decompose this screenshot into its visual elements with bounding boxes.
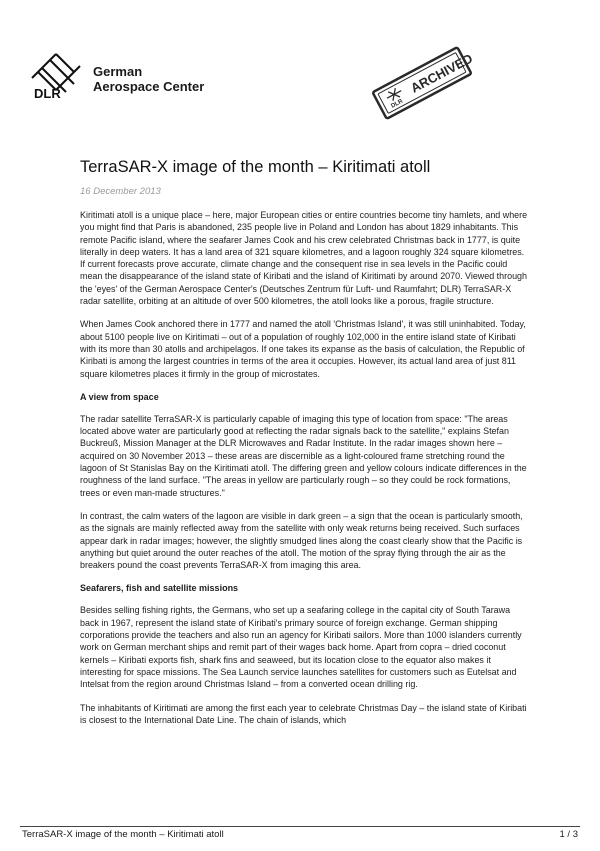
paragraph-6: The inhabitants of Kiritimati are among the first each year to celebrate Christmas Day – the island state of Kiribati is closest to the International Date Line. The chain of islands, which [80,702,527,725]
footer-divider [20,826,580,827]
org-line-1: German [93,64,143,79]
logo-abbrev: DLR [34,86,61,100]
page-number: 1 / 3 [559,829,578,840]
org-line-2: Aerospace Center [93,79,205,94]
paragraph-5: Besides selling fishing rights, the Germans, who set up a seafaring college in the capital city of South Tarawa back in 1967, represent the island state of Kiribati's primary source of foreign exchange. German shipping corporations provide the teachers and also run an agency for Kiribati sailors. More than 1000 islanders currently work on German merchant ships and remit part of their wages back home. Apart from copra – dried coconut kernels – Kiribati exports fish, shark fins and seaweed, but its location close to the equator also makes it interesting for space missions. The Sea Launch service launches satellites for customers such as Eutelsat and Intelsat from the region around Christmas Island – from a converted ocean drilling rig. [80,605,522,690]
paragraph-3: The radar satellite TerraSAR-X is particularly capable of imaging this type of location from space: "The areas located above water are particularly good at reflecting the radar signals back to the satellite," explains Stefan Buckreuß, Mission Manager at the DLR Microwaves and Radar Institute. In the radar images shown here – acquired on 30 November 2013 – these areas are discernible as a light-coloured frame stretching round the lagoon of St Stanislas Bay on the Kiritimati atoll. The differing green and yellow colours indicate differences in the roughness of the land surface. "The areas in yellow are particularly rough – so they could be rock formations, trees or even man-made structures." [80,413,527,498]
article-date: 16 December 2013 [80,186,161,197]
section-heading-seafarers: Seafarers, fish and satellite missions [80,583,239,594]
article-body [80,209,530,737]
paragraph-4: In contrast, the calm waters of the lagoon are visible in dark green – a sign that the ocean is particularly smooth, as the signals are mainly reflected away from the satellite with only weak returns being received. Such surfaces appear dark in radar images; however, the slightly smudged lines along the coast clearly show that the Pacific is anything but quiet around the outer reaches of the atoll. The motion of the spray flying through the air as the breakers pound the coast prevents TerraSAR-X from imaging this area. [80,510,523,571]
article-title: TerraSAR-X image of the month – Kiritimati atoll [80,158,431,176]
stamp-abbrev: DLR [390,98,405,110]
section-heading-view-from-space: A view from space [80,391,159,402]
footer-title: TerraSAR-X image of the month – Kiritimati atoll [22,829,224,840]
paragraph-1: Kiritimati atoll is a unique place – here, major European cities or entire countries become tiny hamlets, and where you might find that Paris is abandoned, 235 people live in Poland and London has about 1829 inhabitants. This remote Pacific island, where the seafarer James Cook and his crew celebrated Christmas back in 1777, is quite literally in deep waters. It has a land area of 321 square kilometres, and a lagoon roughly 324 square kilometres. If current forecasts prove accurate, climate change and the consequent rise in sea levels in the Pacific could mean the disappearance of the island state of Kiribati and the island of Kiritimati by around 2070. Viewed through the 'eyes' of the German Aerospace Center's (Deutsches Zentrum für Luft- und Raumfahrt; DLR) TerraSAR-X radar satellite, orbiting at an altitude of over 500 kilometres, the atoll looks like a porous, fragile structure. [80,210,528,307]
dlr-logo [28,48,218,100]
paragraph-2: When James Cook anchored there in 1777 and named the atoll 'Christmas Island', it was still uninhabited. Today, about 5100 people live on Kiritimati – out of a population of roughly 102,000 in the entire island state of Kiribati with its more than 30 atolls and archipelagos. If one takes its expanse as the basis of calculation, the Republic of Kiribati is among the largest countries in terms of the area it occupies. However, its actual land area of just 811 square kilometres places it firmly in the group of microstates. [80,319,526,379]
dlr-emblem-icon [28,48,88,100]
stamp-label: ARCHIVED [408,50,476,96]
archived-stamp [368,44,476,122]
organization-name [93,64,204,94]
